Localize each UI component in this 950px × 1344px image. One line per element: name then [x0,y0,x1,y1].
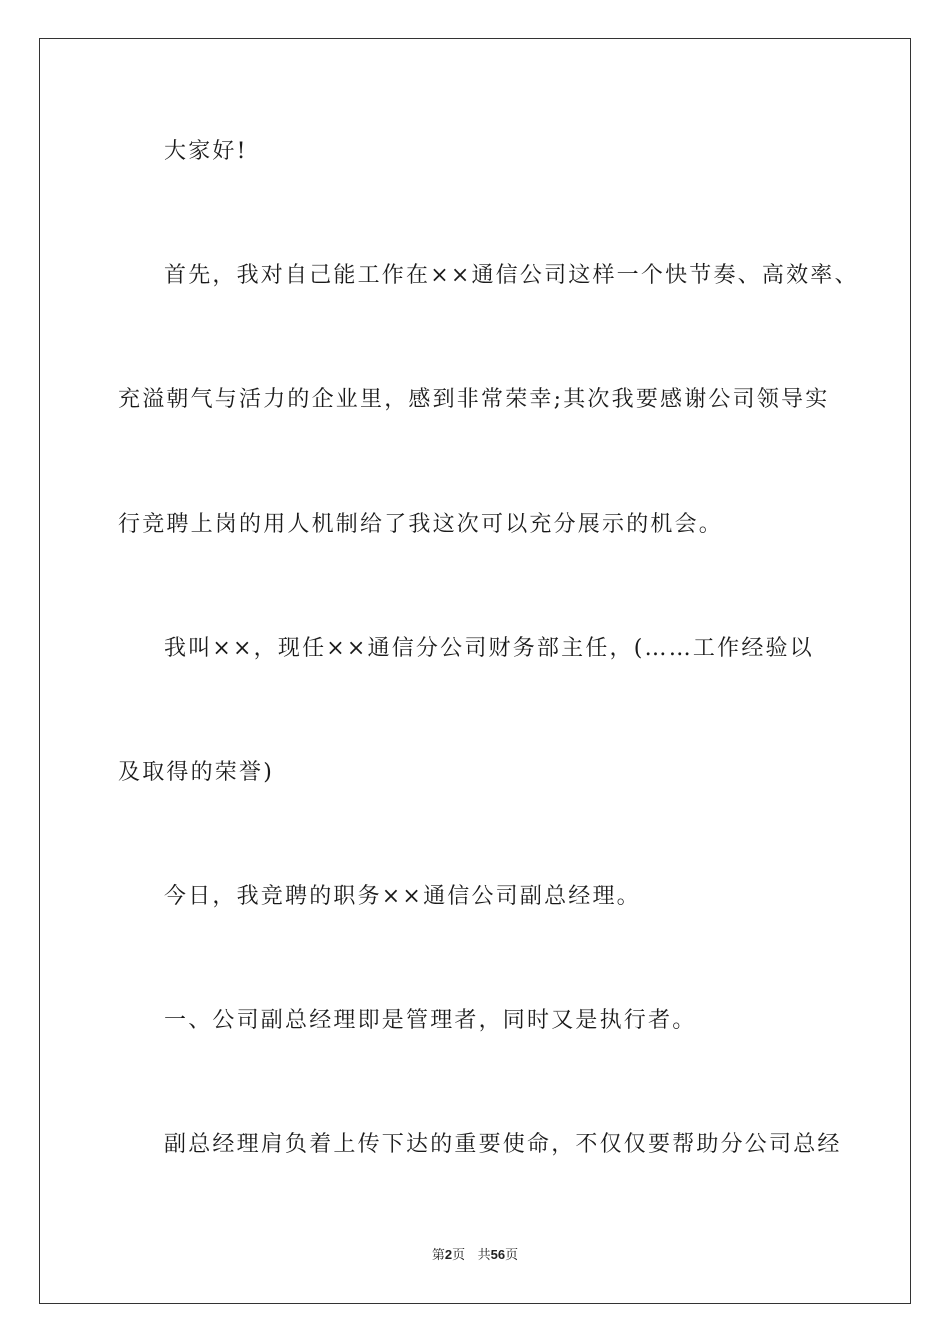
page-border [39,38,911,1304]
section-heading: 一、公司副总经理即是管理者，同时又是执行者。 [164,1008,697,1033]
footer-total-suffix: 页 [505,1248,519,1263]
paragraph-line: 及取得的荣誉) [118,760,274,785]
footer-total-prefix: 共 [477,1248,491,1263]
footer-total-pages: 56 [490,1247,506,1262]
page-footer [0,1246,950,1265]
paragraph-line-greeting: 大家好! [164,139,248,164]
paragraph-line: 副总经理肩负着上传下达的重要使命，不仅仅要帮助分公司总经 [164,1132,842,1157]
footer-page-number: 2 [444,1247,453,1262]
footer-page-suffix: 页 [452,1248,466,1263]
footer-page-prefix: 第 [431,1248,445,1263]
paragraph-line: 充溢朝气与活力的企业里，感到非常荣幸;其次我要感谢公司领导实 [118,387,830,412]
paragraph-line: 我叫××，现任××通信分公司财务部主任，(……工作经验以 [164,636,814,661]
paragraph-line: 今日，我竞聘的职务××通信公司副总经理。 [164,884,641,909]
paragraph-line: 行竞聘上岗的用人机制给了我这次可以充分展示的机会。 [118,512,724,537]
paragraph-line: 首先，我对自己能工作在××通信公司这样一个快节奏、高效率、 [164,263,859,288]
